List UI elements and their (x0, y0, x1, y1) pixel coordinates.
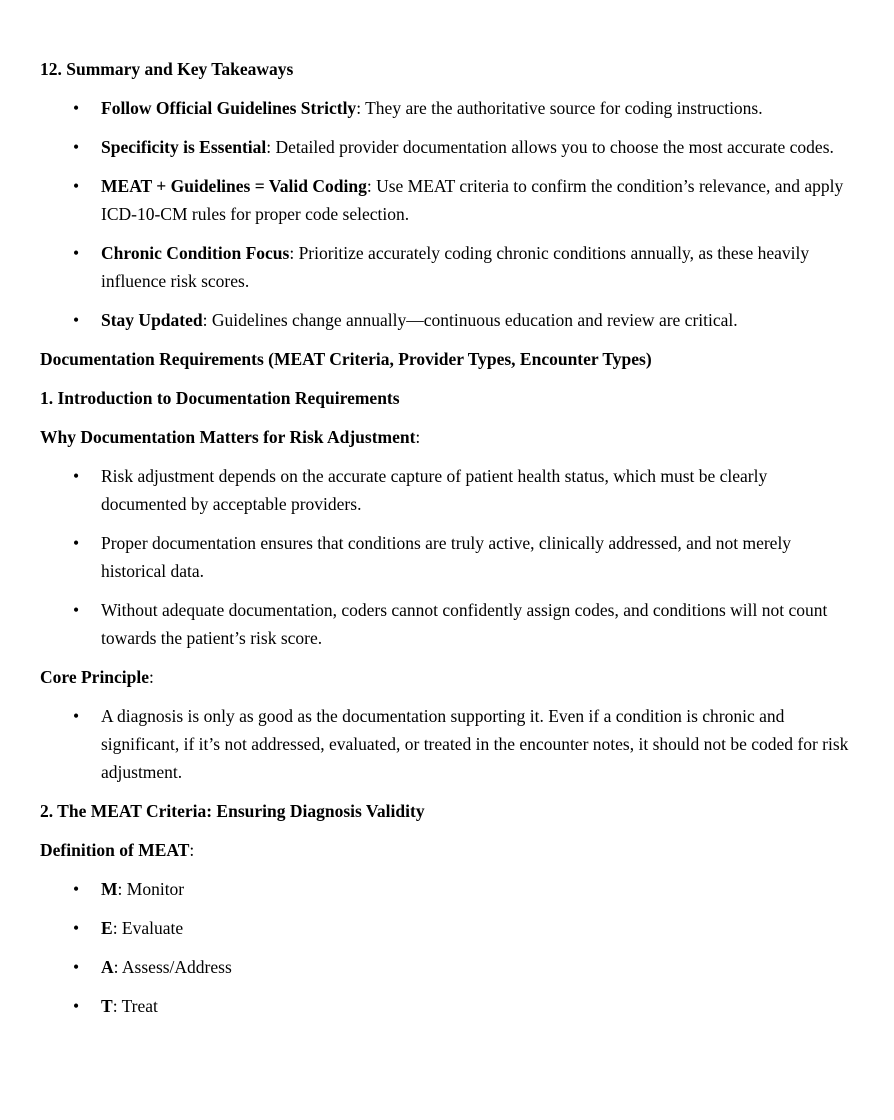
bullet-text (101, 462, 854, 518)
bullet-marker-icon: • (73, 918, 80, 938)
bullet-rest-text: : Guidelines change annually—continuous education and review are critical. (202, 310, 738, 330)
bullet-bold-text: T (101, 996, 113, 1016)
bullet-marker-icon: • (73, 706, 80, 726)
label-rest-text: : (149, 667, 154, 687)
label-rest-text: : (189, 840, 195, 860)
label-rest-text: : (415, 427, 421, 447)
section-heading: 12. Summary and Key Takeaways (40, 59, 294, 79)
bullet-rest-text: Risk adjustment depends on the accurate capture of patient health status, which must be clearly documented by acceptable providers. (101, 466, 768, 514)
bullet-text (101, 992, 854, 1020)
bullet-marker-icon: • (73, 137, 80, 157)
bullet-bold-text: Chronic Condition Focus (101, 243, 290, 263)
bullet-item (40, 875, 854, 903)
bullet-item (40, 596, 854, 652)
bullet-item (40, 529, 854, 585)
bullet-text (101, 239, 854, 295)
bullet-marker-icon: • (73, 98, 80, 118)
bullet-item (40, 914, 854, 942)
label-bold-text: Why Documentation Matters for Risk Adjustment (40, 427, 416, 447)
bullet-rest-text: A diagnosis is only as good as the documentation supporting it. Even if a condition is chronic and significant, if it’s not addressed, evaluated, or treated in the encounter notes, it should not be coded for risk adjustment. (101, 706, 849, 782)
bullet-marker-icon: • (73, 996, 80, 1016)
bullet-rest-text: : Treat (112, 996, 158, 1016)
section-heading: 2. The MEAT Criteria: Ensuring Diagnosis Validity (40, 801, 425, 821)
bullet-text (101, 172, 854, 228)
bullet-bold-text: MEAT + Guidelines = Valid Coding (101, 176, 367, 196)
bullet-marker-icon: • (73, 600, 80, 620)
bullet-bold-text: Stay Updated (101, 310, 203, 330)
bold-label-paragraph (40, 423, 854, 451)
bullet-rest-text: : Assess/Address (113, 957, 232, 977)
bullet-marker-icon: • (73, 176, 80, 196)
bullet-marker-icon: • (73, 310, 80, 330)
section-heading: 1. Introduction to Documentation Requirements (40, 388, 400, 408)
bullet-text (101, 702, 854, 786)
label-bold-text: Core Principle (40, 667, 150, 687)
bullet-text (101, 953, 854, 981)
bullet-marker-icon: • (73, 466, 80, 486)
bullet-bold-text: M (101, 879, 118, 899)
bullet-marker-icon: • (73, 243, 80, 263)
bold-label-paragraph (40, 836, 854, 864)
bullet-text (101, 875, 854, 903)
bullet-bold-text: A (101, 957, 114, 977)
bullet-marker-icon: • (73, 957, 80, 977)
bullet-rest-text: Proper documentation ensures that conditions are truly active, clinically addressed, and not merely historical data. (101, 533, 792, 581)
bullet-item (40, 239, 854, 295)
bullet-bold-text: Follow Official Guidelines Strictly (101, 98, 357, 118)
bullet-text (101, 596, 854, 652)
bold-label-paragraph (40, 663, 854, 691)
bullet-item (40, 172, 854, 228)
bullet-text (101, 529, 854, 585)
bullet-item (40, 953, 854, 981)
bullet-rest-text: : Monitor (117, 879, 185, 899)
document-content (40, 55, 854, 1020)
bullet-item (40, 94, 854, 122)
section-heading: Documentation Requirements (MEAT Criteria, Provider Types, Encounter Types) (40, 349, 652, 369)
bullet-item (40, 702, 854, 786)
bullet-text (101, 94, 854, 122)
label-bold-text: Definition of MEAT (40, 840, 190, 860)
bullet-text (101, 133, 854, 161)
bullet-rest-text: : Use MEAT criteria to confirm the condition’s relevance, and apply ICD-10-CM rules for proper code selection. (101, 176, 844, 224)
bullet-marker-icon: • (73, 533, 80, 553)
bullet-text (101, 306, 854, 334)
bullet-bold-text: E (101, 918, 113, 938)
bullet-rest-text: : Detailed provider documentation allows you to choose the most accurate codes. (266, 137, 834, 157)
bullet-rest-text: : They are the authoritative source for coding instructions. (356, 98, 763, 118)
bullet-item (40, 992, 854, 1020)
bullet-text (101, 914, 854, 942)
bullet-bold-text: Specificity is Essential (101, 137, 267, 157)
bullet-rest-text: : Prioritize accurately coding chronic conditions annually, as these heavily influence risk scores. (101, 243, 810, 291)
bullet-rest-text: Without adequate documentation, coders cannot confidently assign codes, and conditions will not count towards the patient’s risk score. (101, 600, 828, 648)
bullet-rest-text: : Evaluate (112, 918, 184, 938)
bullet-item (40, 462, 854, 518)
bullet-item (40, 133, 854, 161)
bullet-marker-icon: • (73, 879, 80, 899)
bullet-item (40, 306, 854, 334)
